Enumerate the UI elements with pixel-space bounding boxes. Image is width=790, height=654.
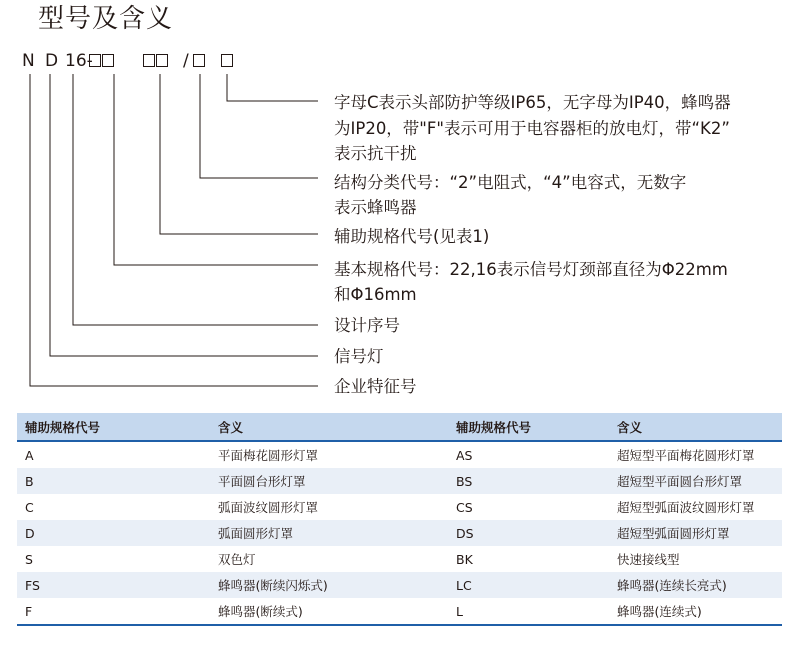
- cell-code: L: [448, 598, 609, 625]
- cell-meaning: 蜂鸣器(连续长亮式): [609, 572, 782, 598]
- code-number: 16-: [65, 51, 93, 71]
- desc-company: 企业特征号: [334, 377, 417, 396]
- desc-protection-line1: 字母C表示头部防护等级IP65，无字母为IP40，蜂鸣器: [334, 93, 731, 112]
- header-code-2: 辅助规格代号: [448, 413, 609, 441]
- leader-line-structure: [200, 74, 318, 178]
- cell-meaning: 平面梅花圆形灯罩: [218, 448, 319, 463]
- cell-meaning: 弧面波纹圆形灯罩: [218, 500, 319, 515]
- cell-meaning: 蜂鸣器(断续式): [210, 598, 448, 625]
- cell-code: AS: [456, 447, 473, 463]
- table-row: [17, 572, 782, 598]
- desc-structure-line2: 表示蜂鸣器: [334, 198, 417, 217]
- cell-code: B: [17, 468, 210, 494]
- desc-signal-lamp: 信号灯: [334, 347, 384, 366]
- leader-line-basic-spec: [114, 74, 318, 265]
- cell-code: F: [17, 598, 210, 625]
- desc-structure-line1: 结构分类代号：“2”电阻式，“4”电容式，无数字: [334, 173, 687, 192]
- cell-code: FS: [17, 572, 210, 598]
- cell-code: BS: [448, 468, 609, 494]
- page-title: 型号及含义: [38, 4, 174, 34]
- cell-code: D: [17, 520, 210, 546]
- desc-aux-spec: 辅助规格代号(见表1): [334, 227, 490, 246]
- header-meaning-2: 含义: [609, 413, 782, 441]
- table-row: [17, 441, 782, 468]
- aux-spec-table: [17, 413, 782, 626]
- cell-code: S: [25, 551, 33, 567]
- table-row: [17, 546, 782, 572]
- table-header-row: [17, 413, 782, 441]
- cell-code: DS: [448, 520, 609, 546]
- code-letter-n: N: [22, 51, 35, 71]
- desc-basic-spec-line1: 基本规格代号：22,16表示信号灯颈部直径为Φ22mm: [334, 260, 728, 279]
- cell-meaning: 超短型平面梅花圆形灯罩: [617, 448, 755, 463]
- cell-code: CS: [456, 499, 473, 515]
- cell-meaning: 蜂鸣器(连续式): [609, 598, 782, 625]
- cell-meaning: 超短型弧面圆形灯罩: [609, 520, 782, 546]
- code-slash: /: [183, 51, 189, 71]
- cell-meaning: 弧面圆形灯罩: [210, 520, 448, 546]
- cell-meaning: 快速接线型: [617, 552, 680, 567]
- leader-line-protection: [227, 74, 318, 101]
- desc-protection-line3: 表示抗干扰: [334, 144, 417, 163]
- cell-meaning: 平面圆台形灯罩: [210, 468, 448, 494]
- table-row: [17, 468, 782, 494]
- cell-code: BK: [456, 551, 473, 567]
- table-row: [17, 494, 782, 520]
- cell-code: A: [25, 447, 34, 463]
- desc-protection-line2: 为IP20，带"F"表示可用于电容器柜的放电灯，带“K2”: [334, 119, 730, 138]
- cell-meaning: 超短型弧面波纹圆形灯罩: [617, 500, 755, 515]
- header-meaning-1: 含义: [210, 413, 448, 441]
- desc-basic-spec-line2: 和Φ16mm: [334, 285, 417, 304]
- cell-code: LC: [448, 572, 609, 598]
- cell-meaning: 超短型平面圆台形灯罩: [609, 468, 782, 494]
- code-letter-d: D: [45, 51, 59, 71]
- leader-line-design-no: [73, 74, 318, 325]
- cell-code: C: [25, 499, 34, 515]
- leader-line-aux-spec: [160, 74, 318, 234]
- cell-meaning: 蜂鸣器(断续闪烁式): [210, 572, 448, 598]
- cell-meaning: 双色灯: [218, 552, 256, 567]
- header-code-1: 辅助规格代号: [17, 413, 210, 441]
- leader-line-signal-lamp: [50, 74, 318, 356]
- table-row: [17, 520, 782, 546]
- table-row: [17, 598, 782, 625]
- desc-design-no: 设计序号: [334, 316, 400, 335]
